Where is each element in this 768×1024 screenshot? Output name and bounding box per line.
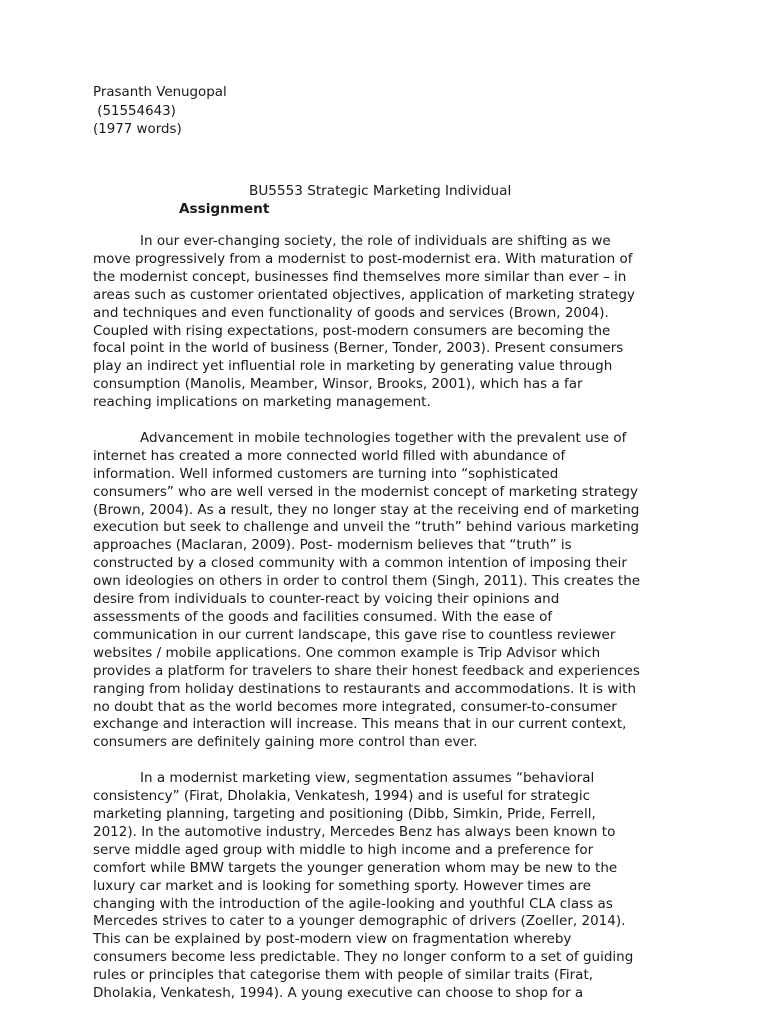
author-header [93,84,227,140]
paragraph-line: 2012). In the automotive industry, Mercedes Benz has always been known to [93,823,616,840]
paragraph-line: consumers” who are well versed in the modernist concept of marketing strategy [93,483,638,500]
paragraph-line: execution but seek to challenge and unveil the “truth” behind various marketing [93,519,640,536]
paragraph-line: focal point in the world of business (Berner, Tonder, 2003). Present consumers [93,340,624,357]
paragraph-line: In a modernist marketing view, segmentation assumes “behavioral [140,770,595,787]
body-text [93,233,683,1021]
paragraph-2 [93,430,683,752]
student-id: (51554643) [93,103,176,119]
title-line-1: BU5553 Strategic Marketing Individual [249,183,512,199]
paragraph-line: play an indirect yet influential role in marketing by generating value through [93,358,613,375]
paragraph-line: provides a platform for travelers to share their honest feedback and experiences [93,662,640,679]
paragraph-line: luxury car market and is looking for something sporty. However times are [93,877,591,894]
paragraph-line: (Brown, 2004). As a result, they no longer stay at the receiving end of marketing [93,501,640,518]
paragraph-line: websites / mobile applications. One common example is Trip Advisor which [93,644,601,661]
paragraph-line: internet has created a more connected world filled with abundance of [93,447,566,464]
paragraph-line: ranging from holiday destinations to restaurants and accommodations. It is with [93,680,637,697]
paragraph-line: areas such as customer orientated objectives, application of marketing strategy [93,286,635,303]
paragraph-line: serve middle aged group with middle to high income and a preference for [93,841,594,858]
paragraph-line: reaching implications on marketing management. [93,394,431,411]
paragraph-line: Advancement in mobile technologies together with the prevalent use of [140,429,627,446]
paragraph-line: own ideologies on others in order to control them (Singh, 2011). This creates the [93,573,641,590]
paragraph-1 [93,233,683,412]
paragraph-line: marketing planning, targeting and positioning (Dibb, Simkin, Pride, Ferrell, [93,805,596,822]
paragraph-line: the modernist concept, businesses find themselves more similar than ever – in [93,268,627,285]
paragraph-line: and techniques and even functionality of goods and services (Brown, 2004). [93,304,609,321]
paragraph-line: assessments of the goods and facilities consumed. With the ease of [93,609,553,626]
paragraph-line: comfort while BMW targets the younger generation whom may be new to the [93,859,618,876]
document-title [179,182,649,218]
paragraph-line: desire from individuals to counter-react by voicing their opinions and [93,591,560,608]
paragraph-line: consistency” (Firat, Dholakia, Venkatesh, 1994) and is useful for strategic [93,788,591,805]
paragraph-line: Dholakia, Venkatesh, 1994). A young executive can choose to shop for a [93,985,584,1002]
paragraph-line: consumers are definitely gaining more control than ever. [93,734,478,751]
paragraph-line: In our ever-changing society, the role of individuals are shifting as we [140,233,611,249]
paragraph-line: information. Well informed customers are turning into “sophisticated [93,465,559,482]
paragraph-line: Mercedes strives to cater to a younger demographic of drivers (Zoeller, 2014). [93,913,626,930]
paragraph-line: This can be explained by post-modern view on fragmentation whereby [93,931,572,948]
paragraph-line: consumers become less predictable. They no longer conform to a set of guiding [93,949,634,966]
paragraph-3 [93,770,683,1003]
paragraph-line: move progressively from a modernist to post-modernist era. With maturation of [93,250,633,267]
paragraph-line: exchange and interaction will increase. This means that in our current context, [93,716,627,733]
paragraph-line: approaches (Maclaran, 2009). Post- modernism believes that “truth” is [93,537,572,554]
paragraph-line: communication in our current landscape, this gave rise to countless reviewer [93,626,616,643]
paragraph-line: Coupled with rising expectations, post-modern consumers are becoming the [93,322,611,339]
title-line-2: Assignment [179,201,270,217]
paragraph-line: constructed by a closed community with a common intention of imposing their [93,555,627,572]
author-name: Prasanth Venugopal [93,85,227,100]
paragraph-line: rules or principles that categorise them with people of similar traits (Firat, [93,967,594,984]
paragraph-line: changing with the introduction of the agile-looking and youthful CLA class as [93,895,613,912]
paragraph-line: no doubt that as the world becomes more integrated, consumer-to-consumer [93,698,617,715]
paragraph-line: consumption (Manolis, Meamber, Winsor, Brooks, 2001), which has a far [93,376,583,393]
word-count: (1977 words) [93,122,182,137]
